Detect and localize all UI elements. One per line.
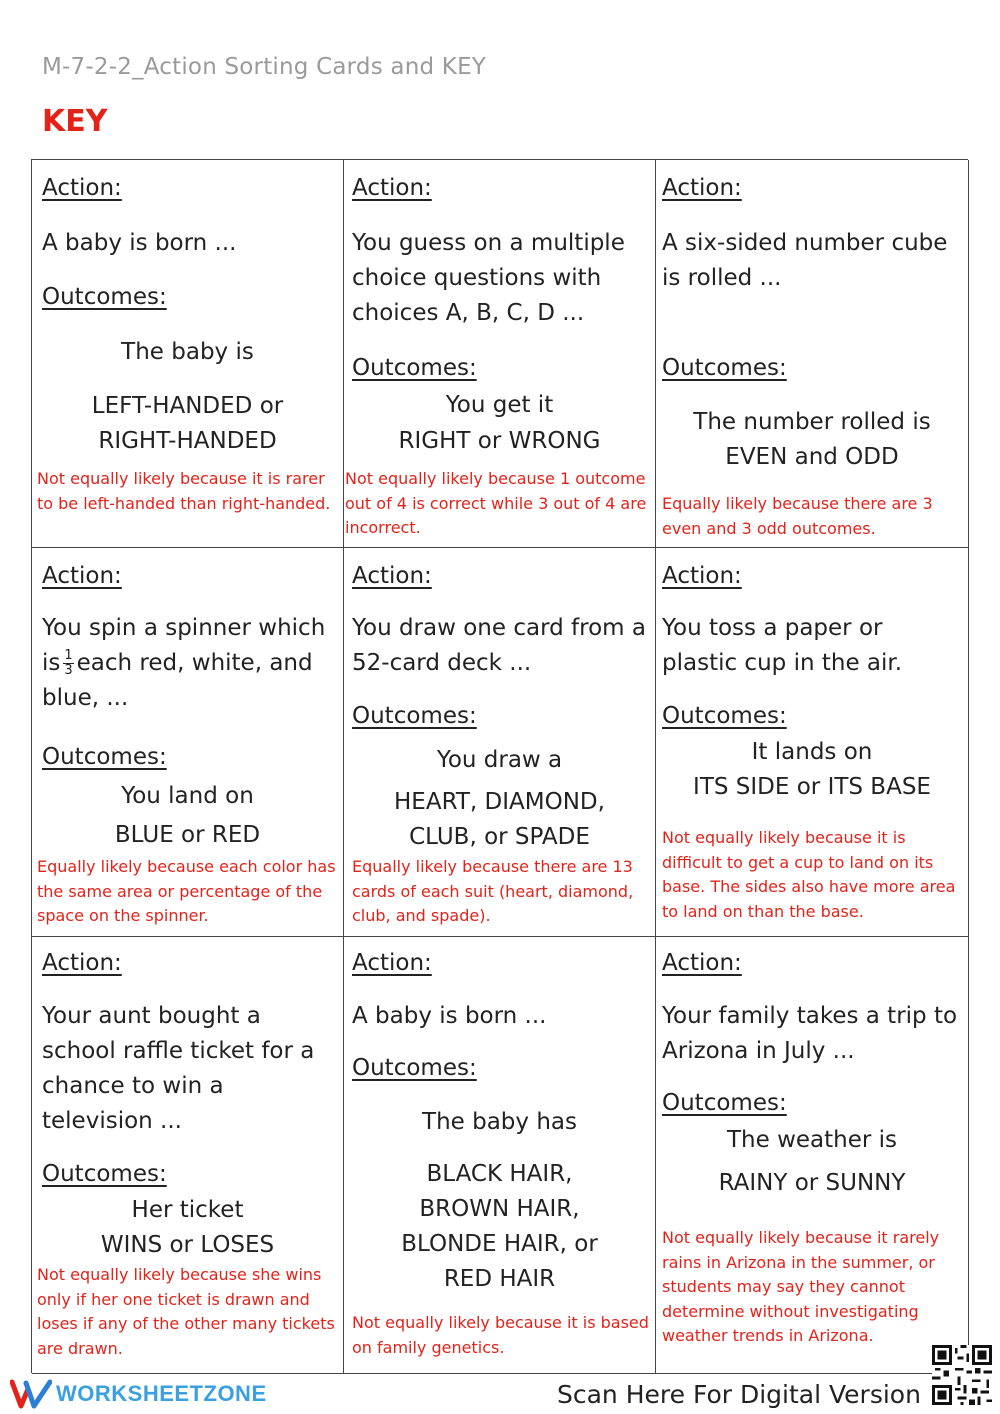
action-heading: Action: bbox=[662, 950, 742, 976]
sorting-card bbox=[656, 548, 969, 937]
qr-code-icon[interactable] bbox=[932, 1345, 992, 1405]
sorting-card bbox=[656, 160, 969, 548]
action-heading: Action: bbox=[662, 175, 742, 201]
outcome-line: BLUE or RED bbox=[114, 822, 261, 848]
action-text bbox=[42, 611, 335, 716]
outcome-line: You land on bbox=[121, 783, 254, 809]
explanation-text: Not equally likely because 1 outcome out of 4 is correct while 3 out of 4 are incorrect. bbox=[345, 469, 647, 537]
sorting-card bbox=[344, 160, 656, 548]
explanation-text: Not equally likely because she wins only if her one ticket is drawn and loses if any of the other many tickets are drawn. bbox=[37, 1265, 335, 1358]
outcomes-heading: Outcomes: bbox=[42, 1161, 167, 1187]
action-text: You toss a paper or plastic cup in the air. bbox=[662, 615, 903, 676]
sorting-card bbox=[32, 548, 344, 937]
outcomes-heading: Outcomes: bbox=[42, 744, 167, 770]
explanation-text: Equally likely because each color has the same area or percentage of the space on the spinner. bbox=[37, 857, 336, 925]
action-text-start: You spin a spinner which is bbox=[42, 615, 326, 676]
outcome-line: ITS SIDE or ITS BASE bbox=[693, 774, 931, 800]
outcome-line: EVEN and ODD bbox=[725, 444, 899, 470]
worksheetzone-logo-icon bbox=[10, 1379, 52, 1409]
explanation-text: Equally likely because there are 13 cards of each suit (heart, diamond, club, and spade). bbox=[352, 857, 634, 925]
sorting-cards-grid bbox=[31, 159, 968, 1373]
outcomes-heading: Outcomes: bbox=[42, 284, 167, 310]
outcomes-heading: Outcomes: bbox=[352, 355, 477, 381]
outcome-line: BLACK HAIR, bbox=[426, 1161, 573, 1187]
outcome-line: You draw a bbox=[436, 747, 563, 773]
outcomes-heading: Outcomes: bbox=[662, 703, 787, 729]
explanation-text: Not equally likely because it is difficult to get a cup to land on its base. The sides also have more area to land on than the base. bbox=[662, 828, 956, 921]
outcome-line: The number rolled is bbox=[693, 409, 931, 435]
fraction-denominator: 3 bbox=[64, 663, 73, 678]
key-label: KEY bbox=[42, 104, 108, 139]
action-heading: Action: bbox=[662, 563, 742, 589]
outcome-line: The baby is bbox=[121, 339, 254, 365]
action-text: A baby is born ... bbox=[42, 230, 237, 256]
action-text: A baby is born ... bbox=[352, 1003, 547, 1029]
outcome-line: BLONDE HAIR, or bbox=[401, 1231, 598, 1257]
outcome-line: You get it bbox=[445, 392, 554, 418]
sorting-card bbox=[344, 937, 656, 1374]
outcome-line: The baby has bbox=[422, 1109, 577, 1135]
outcome-line: RED HAIR bbox=[443, 1266, 556, 1292]
outcome-line: RAINY or SUNNY bbox=[718, 1170, 906, 1196]
outcome-line: LEFT-HANDED or bbox=[91, 393, 284, 419]
sorting-card bbox=[344, 548, 656, 937]
logo-text: WORKSHEETZONE bbox=[56, 1381, 267, 1406]
action-heading: Action: bbox=[352, 175, 432, 201]
document-title: M-7-2-2_Action Sorting Cards and KEY bbox=[42, 54, 487, 80]
action-heading: Action: bbox=[352, 950, 432, 976]
outcomes-heading: Outcomes: bbox=[662, 1090, 787, 1116]
sorting-card bbox=[32, 937, 344, 1374]
outcome-line: RIGHT-HANDED bbox=[98, 428, 277, 454]
action-text: You draw one card from a 52-card deck ... bbox=[352, 615, 646, 676]
action-heading: Action: bbox=[42, 563, 122, 589]
outcomes-heading: Outcomes: bbox=[662, 355, 787, 381]
action-text: A six-sided number cube is rolled ... bbox=[662, 230, 948, 291]
action-text-end: each red, white, and blue, ... bbox=[42, 650, 313, 711]
fraction bbox=[63, 649, 73, 678]
action-text: Your aunt bought a school raffle ticket for a chance to win a television ... bbox=[42, 1003, 315, 1134]
outcomes-heading: Outcomes: bbox=[352, 703, 477, 729]
outcome-line: BROWN HAIR, bbox=[419, 1196, 580, 1222]
worksheetzone-logo[interactable] bbox=[10, 1378, 267, 1410]
outcome-line: The weather is bbox=[726, 1127, 898, 1153]
sorting-card bbox=[32, 160, 344, 548]
outcome-line: It lands on bbox=[751, 739, 873, 765]
outcome-line: CLUB, or SPADE bbox=[409, 824, 590, 850]
action-text: You guess on a multiple choice questions with choices A, B, C, D ... bbox=[352, 230, 625, 326]
scan-instruction: Scan Here For Digital Version bbox=[557, 1380, 921, 1409]
action-text: Your family takes a trip to Arizona in July ... bbox=[662, 1003, 958, 1064]
outcome-line: HEART, DIAMOND, bbox=[394, 789, 605, 815]
action-heading: Action: bbox=[42, 950, 122, 976]
explanation-text: Not equally likely because it rarely rains in Arizona in the summer, or students may say they cannot determine without investigating weather trends in Arizona. bbox=[662, 1228, 940, 1345]
outcome-line: Her ticket bbox=[131, 1197, 244, 1223]
explanation-text: Not equally likely because it is based on family genetics. bbox=[352, 1313, 649, 1357]
outcome-line: RIGHT or WRONG bbox=[398, 428, 601, 454]
sorting-card bbox=[656, 937, 969, 1374]
action-heading: Action: bbox=[42, 175, 122, 201]
outcomes-heading: Outcomes: bbox=[352, 1055, 477, 1081]
fraction-numerator: 1 bbox=[64, 648, 73, 663]
explanation-text: Not equally likely because it is rarer to be left-handed than right-handed. bbox=[37, 469, 331, 513]
outcome-line: WINS or LOSES bbox=[100, 1232, 275, 1258]
explanation-text: Equally likely because there are 3 even and 3 odd outcomes. bbox=[662, 494, 933, 538]
action-heading: Action: bbox=[352, 563, 432, 589]
